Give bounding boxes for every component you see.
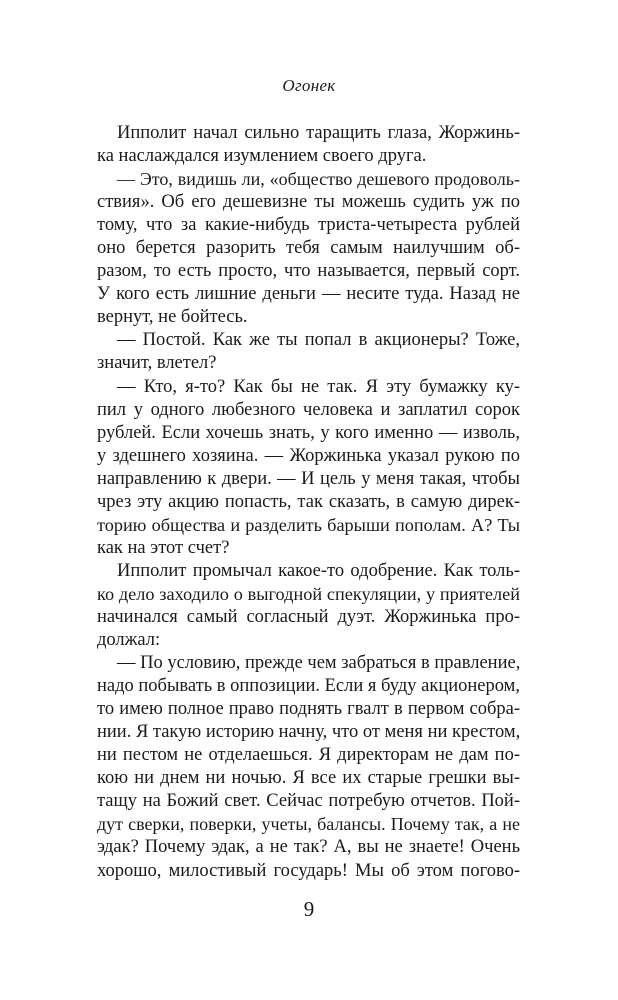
text-line: Ипполит начал сильно таращить глаза, Жоржинь- — [117, 123, 520, 143]
text-line: разом, то есть просто, что называется, первый сорт. — [97, 261, 520, 282]
text-line: — Постой. Как же ты попал в акционеры? Тоже, — [117, 330, 520, 351]
text-line: тому, что за какие-нибудь триста-четыреста рублей — [97, 215, 520, 236]
text-line: оно берется разорить тебя самым наилучшим об- — [97, 238, 520, 259]
text-line: надо побывать в оппозиции. Если я буду акционером, — [97, 676, 520, 697]
text-line: как на этот счет? — [97, 537, 230, 558]
text-line: ни пестом не отделаешься. Я директорам не дам по- — [97, 745, 520, 766]
text-line: рублей. Если хочешь знать, у кого именно — изволь, — [97, 422, 520, 443]
text-line: — Это, видишь ли, «общество дешевого продоволь- — [117, 169, 520, 190]
text-line: ка наслаждался изумлением своего друга. — [97, 146, 427, 167]
text-line: начинался самый согласный дуэт. Жоржинька про- — [97, 606, 520, 627]
text-line: дут сверки, поверки, учеты, балансы. Почему так, а не — [97, 814, 520, 835]
text-line: нии. Я такую историю начну, что от меня ни крестом, — [97, 722, 521, 743]
text-line: — Кто, я-то? Как бы не так. Я эту бумажку ку- — [117, 376, 520, 397]
text-line: чрез эту акцию попасть, так сказать, в самую дирек- — [97, 491, 520, 512]
text-line: кою ни днем ни ночью. Я все их старые грешки вы- — [97, 768, 520, 789]
text-line: хорошо, милостивый государь! Мы об этом погово- — [97, 860, 520, 881]
page-number: 9 — [303, 897, 315, 921]
text-line: вернут, не бойтесь. — [97, 307, 248, 328]
text-line: эдак? Почему эдак, а не так? А, вы не знаете! Очень — [97, 837, 520, 858]
text-line: — По условию, прежде чем забраться в правление, — [117, 653, 521, 674]
body-text — [97, 122, 520, 883]
text-line: то имею полное право поднять гвалт в первом собра- — [97, 699, 520, 720]
running-head: Огонек — [282, 76, 336, 95]
text-line: пил у одного любезного человека и заплатил сорок — [97, 399, 520, 420]
text-line: направлению к двери. — И цель у меня такая, чтобы — [97, 468, 520, 489]
text-line: торию общества и разделить барыши пополам. А? Ты — [97, 514, 520, 535]
text-line: Ипполит промычал какое-то одобрение. Как толь- — [117, 560, 520, 581]
text-line: значит, влетел? — [97, 353, 217, 374]
text-line: должал: — [97, 630, 161, 651]
text-line: ствия». Об его дешевизне ты можешь судить уж по — [97, 192, 520, 213]
text-line: У кого есть лишние деньги — несите туда. Назад не — [97, 284, 520, 305]
text-line: у здешнего хозяина. — Жоржинька указал рукою по — [97, 445, 520, 466]
text-line: ко дело заходило о выгодной спекуляции, у приятелей — [97, 583, 520, 604]
text-line: тащу на Божий свет. Сейчас потребую отчетов. Пой- — [97, 791, 520, 812]
